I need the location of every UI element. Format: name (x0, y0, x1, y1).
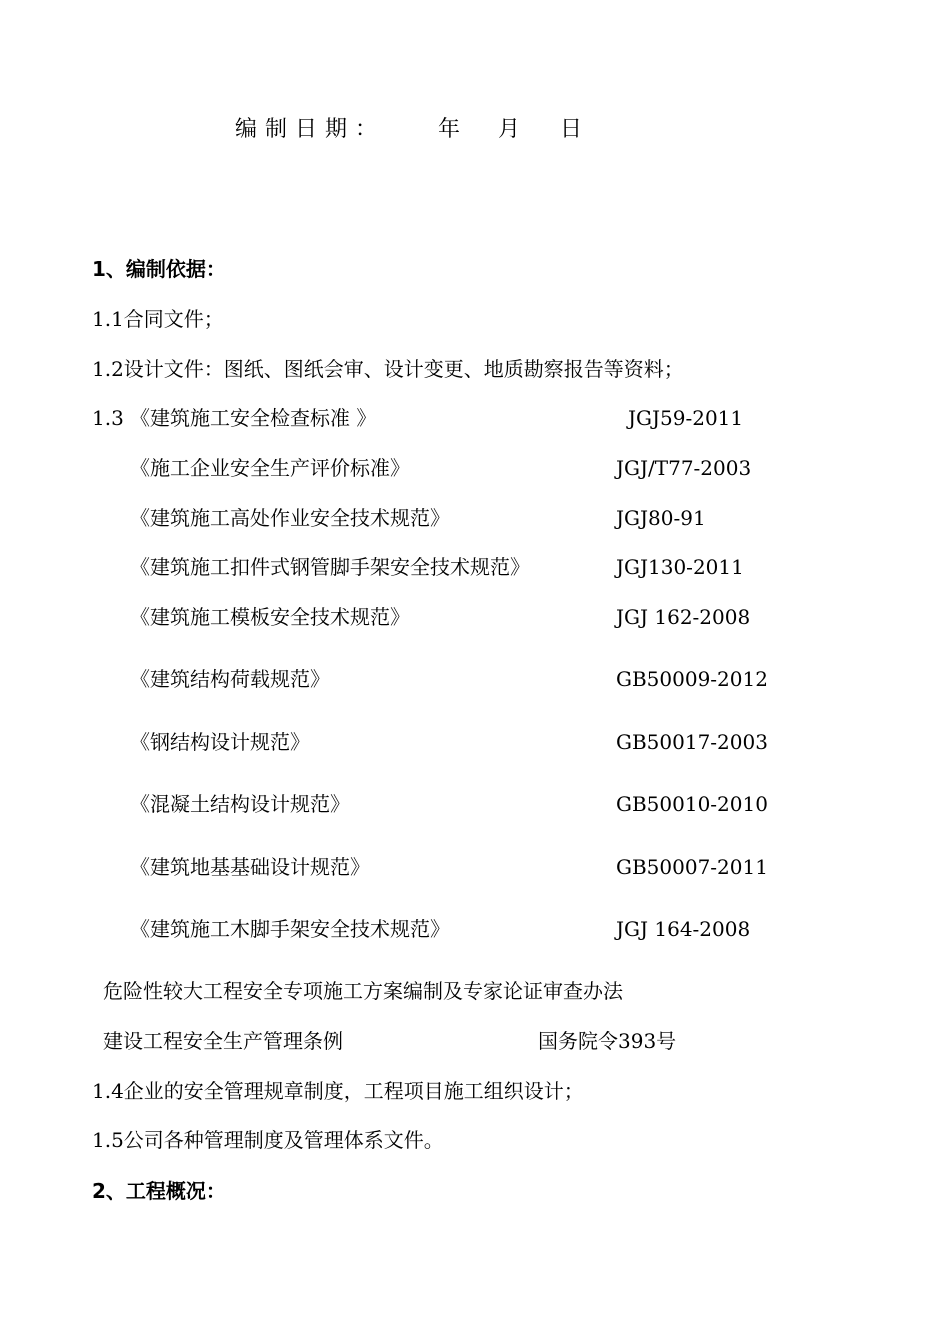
regulation-code: 国务院令393号 (538, 1029, 677, 1053)
standard-name: 《建筑地基基础设计规范》 (130, 855, 370, 879)
item-1-5: 1.5公司各种管理制度及管理体系文件。 (92, 1128, 444, 1152)
date-year-label: 年 (438, 117, 461, 142)
regulation-name: 建设工程安全生产管理条例 (103, 1029, 343, 1053)
item-1-4: 1.4企业的安全管理规章制度，工程项目施工组织设计； (92, 1079, 584, 1103)
standard-name: 《混凝土结构设计规范》 (130, 792, 350, 816)
standard-code: GB50007-2011 (616, 855, 768, 879)
standard-name: 《建筑施工扣件式钢管脚手架安全技术规范》 (130, 555, 530, 579)
date-day-label: 日 (560, 117, 583, 142)
standard-code: GB50009-2012 (616, 667, 768, 691)
standard-code: JGJ80-91 (616, 506, 706, 530)
compile-date-label: 编制日期： (235, 117, 386, 142)
standard-name: 《建筑施工模板安全技术规范》 (130, 605, 410, 629)
item-1-1: 1.1合同文件； (92, 307, 224, 331)
standard-name: 《建筑施工安全检查标准 》 (130, 406, 377, 430)
section-1-heading: 1、编制依据： (92, 257, 226, 281)
standard-code: JGJ 164-2008 (616, 917, 751, 941)
regulation-name: 危险性较大工程安全专项施工方案编制及专家论证审查办法 (103, 979, 623, 1003)
standard-name: 《建筑结构荷载规范》 (130, 667, 330, 691)
standard-code: JGJ/T77-2003 (616, 456, 752, 480)
standard-name: 《建筑施工木脚手架安全技术规范》 (130, 917, 450, 941)
standard-name: 《建筑施工高处作业安全技术规范》 (130, 506, 450, 530)
date-month-label: 月 (498, 117, 521, 142)
item-1-3-prefix: 1.3 (92, 406, 124, 430)
standard-code: JGJ 162-2008 (616, 605, 751, 629)
standard-name: 《钢结构设计规范》 (130, 730, 310, 754)
standard-code: GB50010-2010 (616, 792, 768, 816)
standard-code: GB50017-2003 (616, 730, 768, 754)
standard-code: JGJ59-2011 (628, 406, 744, 430)
standard-name: 《施工企业安全生产评价标准》 (130, 456, 410, 480)
section-2-heading: 2、工程概况： (92, 1179, 226, 1203)
item-1-2: 1.2设计文件：图纸、图纸会审、设计变更、地质勘察报告等资料； (92, 357, 684, 381)
standard-code: JGJ130-2011 (616, 555, 744, 579)
